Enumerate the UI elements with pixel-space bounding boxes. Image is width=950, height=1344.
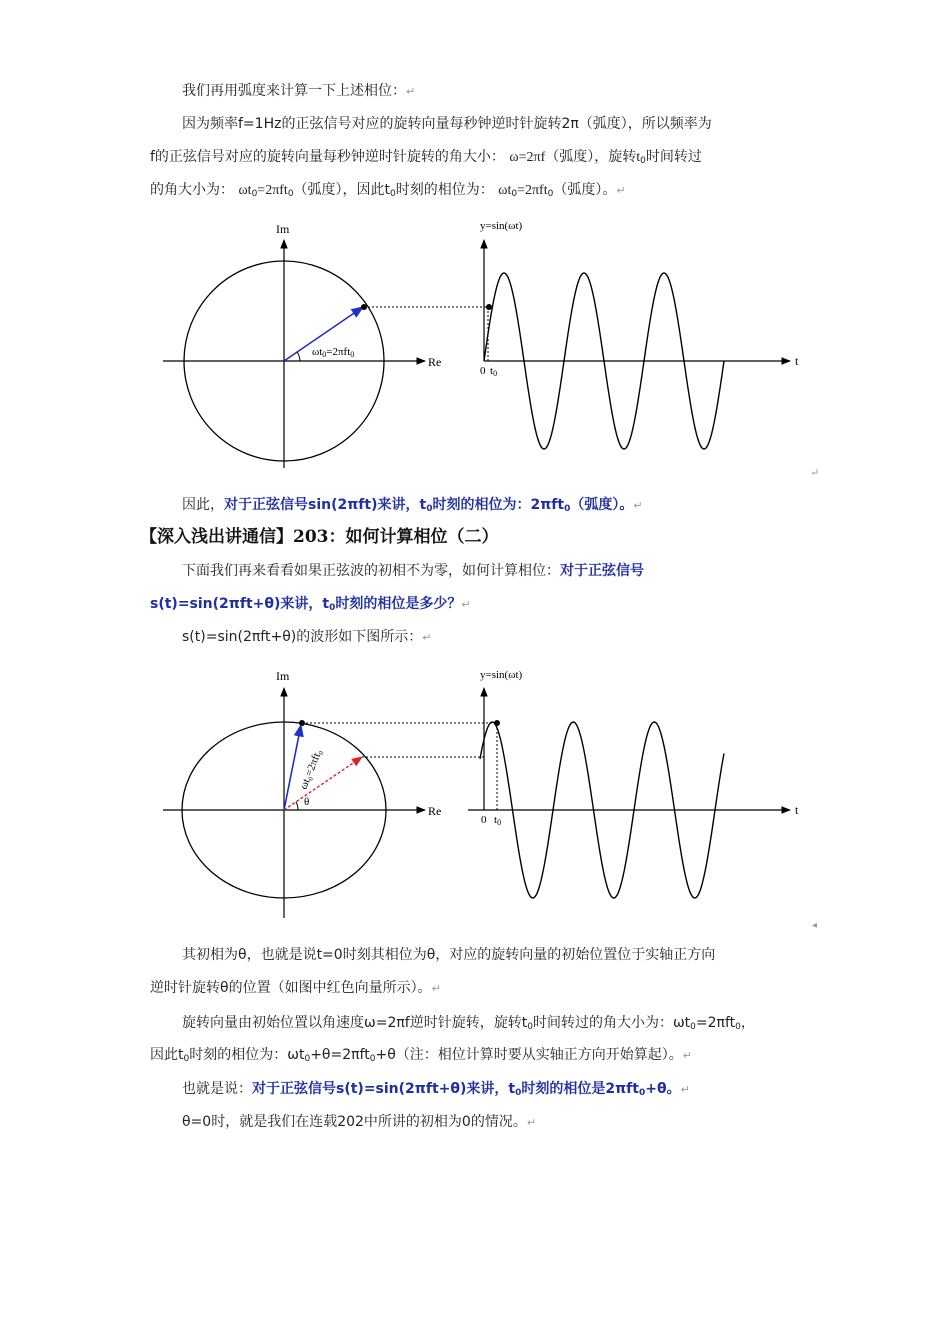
conclusion-1: 因此，对于正弦信号sin(2πft)来讲，$t_0$时刻的相位为：2πft$_0$（弧度）。↵ [182,497,643,514]
wave-point-dot [486,304,492,310]
return-mark: ↵ [810,467,820,479]
wave-point-dot [494,720,500,726]
rotated-vector [284,725,301,810]
figure-phasor-sine-1 [0,210,950,480]
return-mark: ↵ [406,85,416,98]
theta-arc [296,802,298,810]
section-heading: 【深入浅出讲通信】203：如何计算相位（二） [140,527,499,547]
t-label: t [795,354,799,368]
paragraph-frequency-line2: f的正弦信号对应的旋转向量每秒钟逆时针旋转的角大小： ω=2πf（弧度），旋转$t_0$时间转过 [150,149,702,166]
conclusion-2: 也就是说：对于正弦信号s(t)=sin(2πft+θ)来讲，$t_0$时刻的相位是2πft$_0$+θ。↵ [182,1081,690,1098]
angle-label: ωt₀=2πft₀ [297,747,325,792]
paragraph-question-line2: s(t)=sin(2πft+θ)来讲，$t_0$时刻的相位是多少？↵ [150,596,471,613]
re-label: Re [428,804,442,818]
y-axis-label: y=sin(ωt) [480,669,523,681]
re-label: Re [428,355,442,369]
initial-vector [284,757,362,810]
y-axis-label: y=sin(ωt) [480,220,523,232]
paragraph-question-line1: 下面我们再来看看如果正弦波的初相不为零，如何计算相位：对于正弦信号 [182,563,644,579]
paragraph-rotation-line1: 旋转向量由初始位置以角速度ω=2πf逆时针旋转，旋转$t_0$时间转过的角大小为：$\omega t_0=2\pi ft_0$， [182,1015,755,1032]
paragraph-initial-phase-line1: 其初相为θ，也就是说t=0时刻其相位为θ，对应的旋转向量的初始位置位于实轴正方向 [182,947,716,963]
theta-label: θ [304,796,310,808]
paragraph-rotation-line2: 因此$t_0$时刻的相位为：$\omega t_0+\theta=2\pi ft_0+\theta$（注：相位计算时要从实轴正方向开始算起）。↵ [150,1047,692,1064]
paragraph-frequency-line1: 因为频率f=1Hz的正弦信号对应的旋转向量每秒钟逆时针旋转2π（弧度），所以频率为 [182,116,712,132]
im-label: Im [276,669,290,683]
t0-label: t0 [490,365,498,378]
paragraph-waveform-caption: s(t)=sin(2πft+θ)的波形如下图所示：↵ [182,629,432,645]
angle-label: ωt0=2πft0 [312,346,355,359]
im-label: Im [276,222,290,236]
paragraph-radian-intro: 我们再用弧度来计算一下上述相位：↵ [182,83,416,99]
angle-arc [297,352,300,361]
paragraph-theta-zero: θ=0时，就是我们在连载202中所讲的初相为0的情况。↵ [182,1114,537,1130]
paragraph-initial-phase-line2: 逆时针旋转θ的位置（如图中红色向量所示）。↵ [150,980,441,996]
zero-label: 0 [480,365,486,377]
t-label: t [795,803,799,817]
zero-label: 0 [481,814,487,826]
t0-label: t0 [494,814,502,827]
figure-phasor-sine-2 [0,660,950,930]
return-mark: ◂ [812,920,818,931]
paragraph-frequency-line3: 的角大小为： $\omega t_0=2\pi ft_0$（弧度），因此$t_0$时刻的相位为： $\omega t_0=2\pi ft_0$（弧度）。↵ [150,182,626,199]
